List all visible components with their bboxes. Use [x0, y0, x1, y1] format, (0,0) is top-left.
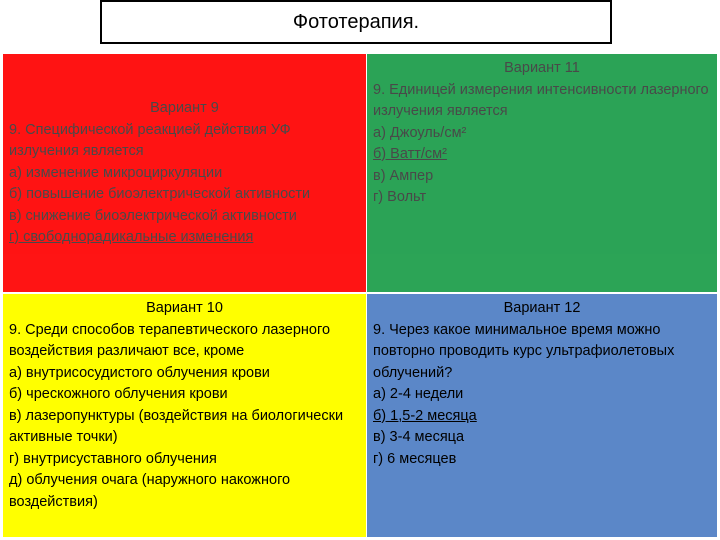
variant-11-option-b: б) Ватт/см²: [373, 146, 447, 162]
variant-11-option-a: а) Джоуль/см²: [373, 124, 467, 141]
variant-12-question: 9. Через какое минимальное время можно повторно проводить курс ультрафиолетовых облучений?: [373, 321, 675, 381]
variant-12-option-c: в) 3-4 месяца: [373, 429, 465, 445]
variant-12-option-d: г) 6 месяцев: [373, 450, 457, 467]
variant-11-option-d: г) Вольт: [373, 189, 427, 205]
variant-11-heading: Вариант 11: [504, 60, 580, 76]
variant-10-option-c: в) лазеропунктуры (воздействия на биологически активные точки): [9, 407, 344, 445]
slide-title-text: Фототерапия.: [292, 10, 420, 33]
variant-12-panel: [367, 294, 717, 537]
variant-9-option-a: а) изменение микроциркуляции: [9, 164, 223, 181]
variant-9-option-c: в) снижение биоэлектрической активности: [9, 207, 297, 224]
variant-11-question: 9. Единицей измерения интенсивности лазерного излучения является: [373, 81, 709, 119]
variant-10-panel: [3, 294, 366, 537]
variant-10-option-d: г) внутрисуставного облучения: [9, 450, 217, 467]
variant-9-question: 9. Специфической реакцией действия УФ излучения является: [9, 121, 291, 159]
variant-11-panel: [367, 54, 717, 292]
variant-12-heading: Вариант 12: [503, 300, 581, 316]
variant-12-option-a: а) 2-4 недели: [373, 386, 464, 402]
variant-10-option-e: д) облучения очага (наружного накожного воздействия): [9, 472, 291, 510]
variant-11-option-c: в) Ампер: [373, 167, 434, 184]
variant-12-option-b: б) 1,5-2 месяца: [373, 407, 477, 424]
variant-10-option-a: а) внутрисосудистого облучения крови: [9, 364, 270, 381]
variant-9-heading: Вариант 9: [150, 100, 219, 116]
variant-9-panel: [3, 54, 366, 292]
variant-10-option-b: б) чрескожного облучения крови: [9, 386, 228, 402]
slide-title: [100, 0, 612, 44]
variant-10-question: 9. Среди способов терапевтического лазерного воздействия различают все, кроме: [9, 321, 331, 359]
variant-9-option-b: б) повышение биоэлектрической активности: [9, 186, 311, 202]
variant-9-option-d: г) свободнорадикальные изменения: [9, 229, 254, 245]
variant-10-heading: Вариант 10: [146, 300, 223, 316]
